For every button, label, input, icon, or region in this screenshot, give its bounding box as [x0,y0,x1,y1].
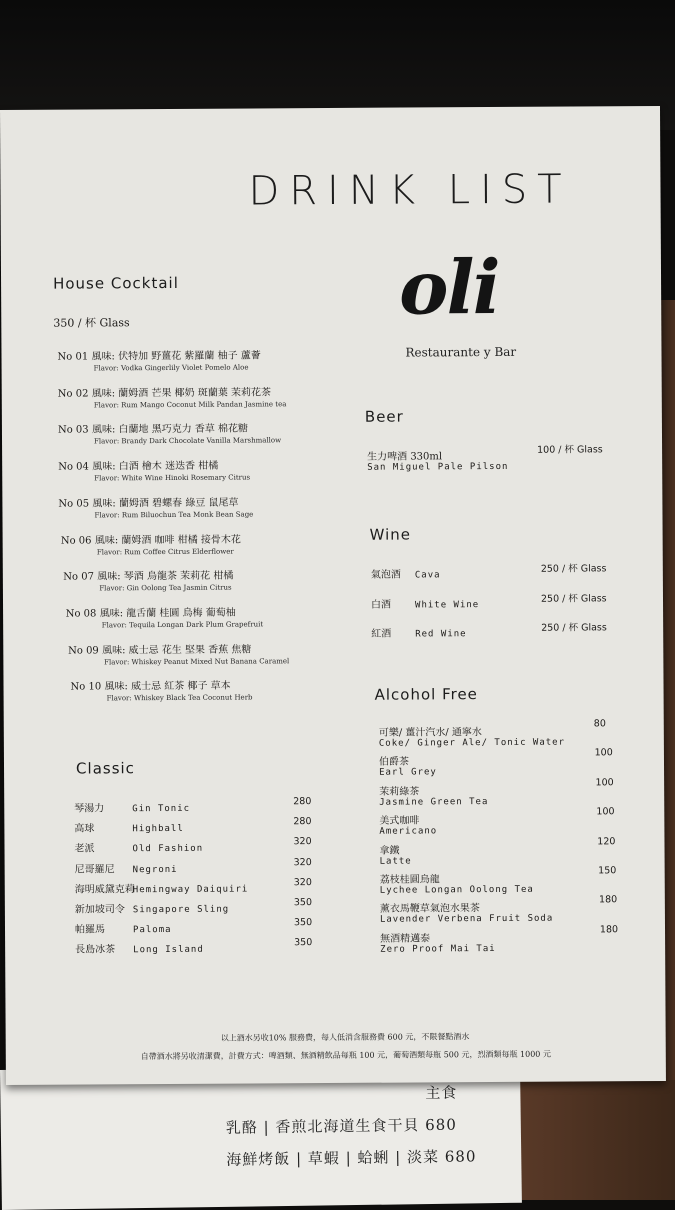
alcohol-free-item [379,812,437,837]
house-cocktail-item [63,567,233,593]
house-cocktail-line [70,677,252,693]
classic-item-price: 350 [293,917,313,929]
alcohol-free-item-price: 100 [596,806,615,818]
house-cocktail-flavor-zh: 風味: 白酒 檜木 迷迭香 柑橘 [92,460,219,473]
classic-item-en: Highball [132,824,184,835]
alcohol-free-item [379,782,488,808]
alcohol-free-item [379,753,437,778]
house-cocktail-line [68,640,289,656]
classic-item-en: Hemingway Daiquiri [132,884,249,896]
alcohol-free-item-en: Lavender Verbena Fruit Soda [379,914,554,926]
house-cocktail-item [70,677,252,703]
food-row-2: 海鮮烤飯 | 草蝦 | 蛤蜊 | 淡菜 680 [226,1147,477,1169]
wood-table [515,1080,675,1200]
house-cocktail-number: No 01 [57,351,89,363]
wine-item-zh: 白酒 [370,599,392,611]
house-cocktail-number: No 02 [57,388,89,400]
house-cocktail-item [58,383,287,409]
wine-item-en: White Wine [415,599,480,610]
house-cocktail-flavor-zh: 風味: 威士忌 紅茶 椰子 草本 [104,680,231,693]
alcohol-free-item-price: 120 [597,835,616,847]
classic-item-en: Old Fashion [132,844,204,855]
house-cocktail-item [66,603,264,629]
classic-item-zh: 高球 [74,823,95,835]
house-cocktail-flavor-zh: 風味: 琴酒 烏龍茶 茉莉花 柑橘 [97,570,234,583]
house-cocktail-number: No 07 [63,571,94,583]
house-cocktail-item [68,640,289,666]
food-menu-sheet [0,1063,522,1210]
alcohol-free-item-en: Americano [379,826,438,837]
classic-item-en: Singapore Sling [132,904,230,916]
classic-item [74,799,190,815]
wine-item [371,595,479,611]
wine-item-price: 250 / 杯 Glass [540,592,607,605]
classic-heading: Classic [75,759,135,778]
house-cocktail-number: No 06 [60,534,92,547]
wine-item [371,565,441,580]
house-cocktail-line [58,383,287,399]
classic-item-price: 320 [293,876,312,889]
wine-item-price: 250 / 杯 Glass [541,622,607,634]
alcohol-free-item-price: 80 [593,718,606,730]
classic-item-en: Gin Tonic [132,803,191,815]
alcohol-free-item-zh: 無酒精邁泰 [380,933,431,945]
alcohol-free-item-en: Coke/ Ginger Ale/ Tonic Water [378,737,566,749]
house-cocktail-line [63,567,233,583]
house-cocktail-flavor-en: Flavor: Gin Oolong Tea Jasmin Citrus [99,583,232,593]
alcohol-free-item [380,870,534,896]
house-cocktail-line [58,457,250,473]
footer-note-2: 自帶酒水將另收清潔費，計費方式：啤酒類、無酒精飲品每瓶 100 元，葡萄酒類每瓶 500 元，烈酒類每瓶 1000 元 [140,1049,551,1062]
house-price: 350 / 杯 Glass [53,316,130,330]
classic-item-price: 280 [293,796,312,808]
alcohol-free-item-zh: 美式咖啡 [379,815,420,827]
house-cocktail-flavor-en: Flavor: Whiskey Black Tea Coconut Herb [106,693,253,703]
alcohol-free-item-zh: 拿鐵 [379,845,400,857]
house-cocktail-line [57,346,260,362]
wine-heading: Wine [369,525,412,544]
wine-item-price: 250 / 杯 Glass [540,563,607,575]
classic-item-price: 320 [293,856,312,868]
alcohol-free-item-price: 100 [594,747,613,759]
house-cocktail-flavor-en: Flavor: Rum Coffee Citrus Elderflower [96,547,234,556]
alcohol-free-item-price: 180 [599,924,619,936]
alcohol-free-heading: Alcohol Free [374,685,478,704]
house-cocktail-number: No 10 [70,681,102,693]
alcohol-free-item [379,841,411,866]
house-cocktail-flavor-en: Flavor: Rum Mango Coconut Milk Pandan Jasmine tea [93,399,287,410]
house-cocktail-number: No 03 [57,424,89,437]
house-cocktail-flavor-zh: 風味: 蘭姆酒 咖啡 柑橘 接骨木花 [94,534,241,546]
alcohol-free-item-en: Lychee Longan Oolong Tea [379,884,534,896]
house-cocktail-flavor-en: Flavor: Vodka Gingerlily Violet Pomelo Aloe [93,363,249,373]
house-cocktail-flavor-en: Flavor: Rum Biluochun Tea Monk Bean Sage [94,510,254,520]
wine-item-en: Cava [414,570,441,581]
alcohol-free-item-zh: 薰衣馬鞭草氣泡水果茶 [379,903,480,916]
house-cocktail-flavor-en: Flavor: Whiskey Peanut Mixed Nut Banana Caramel [104,656,290,666]
alcohol-free-item-en: Earl Grey [379,767,437,779]
footer-note-1: 以上酒水另收10% 服務費，每人低消含服務費 600 元，不限餐點酒水 [220,1032,470,1043]
house-cocktail-line [61,530,241,546]
classic-item [75,920,172,936]
classic-item-zh: 新加坡司令 [74,904,125,916]
beer-item-zh: 生力啤酒 330ml [367,451,443,463]
house-cocktail-flavor-zh: 風味: 蘭姆酒 芒果 椰奶 斑蘭葉 茉莉花茶 [91,387,272,400]
alcohol-free-item-zh: 茉莉綠茶 [379,786,420,798]
house-cocktail-number: No 05 [58,498,90,510]
beer-item [367,447,508,473]
classic-item-price: 350 [294,937,313,949]
house-cocktail-flavor-en: Flavor: White Wine Hinoki Rosemary Citrus [94,473,251,483]
house-cocktail-item [61,530,241,556]
classic-item-zh: 尼哥羅尼 [74,863,115,876]
classic-item [75,879,249,895]
house-cocktail-flavor-zh: 風味: 蘭姆酒 碧螺春 綠豆 鼠尾草 [92,497,239,510]
house-cocktail-flavor-zh: 風味: 龍舌蘭 桂圓 烏梅 葡萄柚 [99,607,236,620]
house-cocktail-item [57,346,260,372]
classic-item [75,940,204,956]
wine-item [371,624,466,640]
beer-heading: Beer [364,407,404,426]
classic-item-zh: 帕羅馬 [74,924,106,936]
classic-item [75,900,229,916]
house-cocktail-flavor-en: Flavor: Tequila Longan Dark Plum Grapefruit [101,620,264,630]
classic-item-en: Paloma [132,925,172,936]
wine-item-en: Red Wine [415,629,467,640]
alcohol-free-item-en: Zero Proof Mai Tai [380,943,496,955]
page-title: DRINK LIST [248,166,572,215]
classic-item-zh: 海明威黛克莉 [74,883,135,896]
beer-item-price: 100 / 杯 Glass [537,444,603,456]
alcohol-free-item-zh: 荔枝桂圓烏龍 [379,874,440,886]
house-cocktail-line [58,493,253,509]
house-cocktail-flavor-zh: 風味: 白蘭地 黑巧克力 香草 棉花糖 [91,423,249,436]
house-cocktail-line [58,420,281,436]
house-cocktail-number: No 04 [58,461,89,473]
house-cocktail-line [66,603,264,619]
house-cocktail-item [58,493,253,519]
food-row-1: 乳酪 | 香煎北海道生食干貝 680 [225,1115,457,1137]
drink-menu-sheet [0,106,666,1085]
wine-item-zh: 氣泡酒 [370,569,401,581]
food-row-0: 主食 [425,1083,458,1103]
house-cocktail-item [58,457,250,483]
alcohol-free-item-price: 100 [595,777,614,789]
house-cocktail-number: No 09 [68,645,99,657]
beer-item-en: San Miguel Pale Pilson [367,461,509,473]
alcohol-free-item [380,899,553,925]
classic-item-price: 350 [293,897,313,909]
classic-item-price: 280 [293,816,312,828]
alcohol-free-item-en: Jasmine Green Tea [379,796,489,808]
classic-item [74,839,203,855]
alcohol-free-item-zh: 可樂/ 薑汁汽水/ 通寧水 [378,727,482,739]
house-cocktail-number: No 08 [65,608,97,620]
house-cocktail-heading: House Cocktail [53,273,179,293]
alcohol-free-item-zh: 伯爵茶 [378,756,410,769]
alcohol-free-item-en: Latte [379,856,412,867]
house-cocktail-item [58,420,281,446]
classic-item-zh: 琴湯力 [74,803,105,815]
classic-item-zh: 老派 [74,843,95,855]
house-cocktail-flavor-en: Flavor: Brandy Dark Chocolate Vanilla Marshmallow [94,436,282,446]
alcohol-free-item-price: 180 [598,894,618,906]
alcohol-free-item [380,929,496,955]
classic-item-price: 320 [293,836,312,848]
logo-subtitle: Restaurante y Bar [405,344,517,360]
alcohol-free-item [379,723,565,749]
classic-item [75,860,178,876]
oli-logo: oli [398,244,499,332]
classic-item [74,819,183,835]
classic-item-en: Negroni [132,864,178,875]
alcohol-free-item-price: 150 [598,865,617,877]
house-cocktail-flavor-zh: 風味: 伏特加 野薑花 紫羅蘭 柚子 蘆薈 [91,350,261,363]
classic-item-zh: 長島冰茶 [75,944,116,956]
wine-item-zh: 紅酒 [371,628,392,640]
house-cocktail-flavor-zh: 風味: 威士忌 花生 堅果 香蕉 焦糖 [102,644,252,656]
classic-item-en: Long Island [133,945,204,956]
